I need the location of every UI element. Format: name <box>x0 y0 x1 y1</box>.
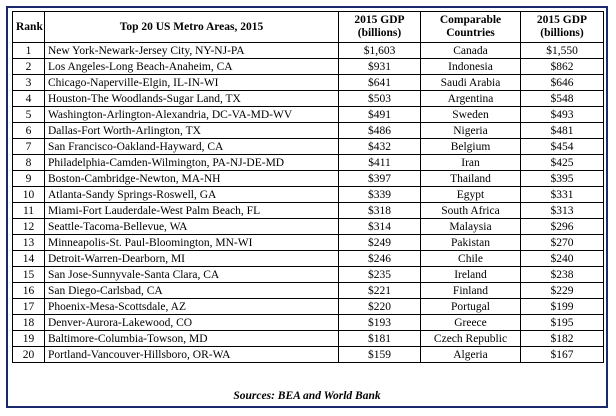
country-gdp-cell: $395 <box>521 171 604 187</box>
table-row <box>13 59 604 75</box>
rank-cell: 10 <box>13 187 45 203</box>
country-cell: Argentina <box>421 91 521 107</box>
country-cell: Belgium <box>421 139 521 155</box>
metro-gdp-cell: $159 <box>339 347 421 363</box>
metro-cell: Atlanta-Sandy Springs-Roswell, GA <box>45 187 339 203</box>
metro-gdp-table <box>12 11 604 363</box>
country-gdp-cell: $270 <box>521 235 604 251</box>
header-metro: Top 20 US Metro Areas, 2015 <box>45 12 339 43</box>
country-gdp-cell: $313 <box>521 203 604 219</box>
country-cell: Iran <box>421 155 521 171</box>
metro-cell: Phoenix-Mesa-Scottsdale, AZ <box>45 299 339 315</box>
table-row <box>13 139 604 155</box>
table-row <box>13 251 604 267</box>
rank-cell: 2 <box>13 59 45 75</box>
metro-gdp-cell: $193 <box>339 315 421 331</box>
table-header-row <box>13 12 604 43</box>
metro-gdp-cell: $432 <box>339 139 421 155</box>
table-row <box>13 331 604 347</box>
country-gdp-cell: $167 <box>521 347 604 363</box>
header-gdp-line1: 2015 GDP <box>354 14 405 26</box>
metro-cell: Philadelphia-Camden-Wilmington, PA-NJ-DE-MD <box>45 155 339 171</box>
table-row <box>13 283 604 299</box>
rank-cell: 3 <box>13 75 45 91</box>
source-note: Sources: BEA and World Bank <box>233 390 381 402</box>
country-gdp-cell: $238 <box>521 267 604 283</box>
country-cell: Greece <box>421 315 521 331</box>
country-gdp-cell: $229 <box>521 283 604 299</box>
rank-cell: 7 <box>13 139 45 155</box>
rank-cell: 17 <box>13 299 45 315</box>
country-cell: Egypt <box>421 187 521 203</box>
metro-gdp-cell: $249 <box>339 235 421 251</box>
country-gdp-cell: $454 <box>521 139 604 155</box>
table-row <box>13 347 604 363</box>
table-row <box>13 235 604 251</box>
country-cell: Algeria <box>421 347 521 363</box>
table-frame <box>6 6 608 408</box>
table-row <box>13 203 604 219</box>
table-row <box>13 315 604 331</box>
country-cell: Finland <box>421 283 521 299</box>
rank-cell: 13 <box>13 235 45 251</box>
country-gdp-cell: $646 <box>521 75 604 91</box>
table-row <box>13 219 604 235</box>
rank-cell: 8 <box>13 155 45 171</box>
metro-gdp-cell: $339 <box>339 187 421 203</box>
metro-cell: Portland-Vancouver-Hillsboro, OR-WA <box>45 347 339 363</box>
table-row <box>13 171 604 187</box>
table-row <box>13 155 604 171</box>
rank-cell: 20 <box>13 347 45 363</box>
metro-cell: Detroit-Warren-Dearborn, MI <box>45 251 339 267</box>
metro-gdp-cell: $397 <box>339 171 421 187</box>
country-cell: Ireland <box>421 267 521 283</box>
country-gdp-cell: $331 <box>521 187 604 203</box>
metro-cell: Baltimore-Columbia-Towson, MD <box>45 331 339 347</box>
table-row <box>13 107 604 123</box>
metro-cell: Seattle-Tacoma-Bellevue, WA <box>45 219 339 235</box>
rank-cell: 18 <box>13 315 45 331</box>
country-cell: Czech Republic <box>421 331 521 347</box>
metro-cell: Minneapolis-St. Paul-Bloomington, MN-WI <box>45 235 339 251</box>
country-cell: South Africa <box>421 203 521 219</box>
metro-cell: Denver-Aurora-Lakewood, CO <box>45 315 339 331</box>
metro-gdp-cell: $181 <box>339 331 421 347</box>
metro-gdp-cell: $931 <box>339 59 421 75</box>
country-cell: Saudi Arabia <box>421 75 521 91</box>
rank-cell: 11 <box>13 203 45 219</box>
header-country-gdp-line1: 2015 GDP <box>536 14 588 26</box>
country-gdp-cell: $862 <box>521 59 604 75</box>
header-rank: Rank <box>13 12 45 43</box>
rank-cell: 9 <box>13 171 45 187</box>
country-cell: Indonesia <box>421 59 521 75</box>
metro-gdp-cell: $318 <box>339 203 421 219</box>
country-cell: Portugal <box>421 299 521 315</box>
country-cell: Nigeria <box>421 123 521 139</box>
metro-cell: San Jose-Sunnyvale-Santa Clara, CA <box>45 267 339 283</box>
country-cell: Pakistan <box>421 235 521 251</box>
metro-cell: Dallas-Fort Worth-Arlington, TX <box>45 123 339 139</box>
country-gdp-cell: $182 <box>521 331 604 347</box>
header-gdp-line2: (billions) <box>357 27 402 39</box>
header-country-gdp <box>521 12 604 43</box>
country-cell: Chile <box>421 251 521 267</box>
country-gdp-cell: $1,550 <box>521 43 604 59</box>
metro-cell: Washington-Arlington-Alexandria, DC-VA-MD-WV <box>45 107 339 123</box>
metro-cell: Houston-The Woodlands-Sugar Land, TX <box>45 91 339 107</box>
country-cell: Canada <box>421 43 521 59</box>
rank-cell: 1 <box>13 43 45 59</box>
country-cell: Malaysia <box>421 219 521 235</box>
metro-cell: San Diego-Carlsbad, CA <box>45 283 339 299</box>
country-gdp-cell: $240 <box>521 251 604 267</box>
metro-gdp-cell: $235 <box>339 267 421 283</box>
metro-gdp-cell: $246 <box>339 251 421 267</box>
rank-cell: 16 <box>13 283 45 299</box>
table-row <box>13 75 604 91</box>
rank-cell: 14 <box>13 251 45 267</box>
table-body <box>13 43 604 363</box>
header-country-line1: Comparable <box>439 14 502 26</box>
table-row <box>13 187 604 203</box>
rank-cell: 19 <box>13 331 45 347</box>
table-row <box>13 299 604 315</box>
metro-gdp-cell: $641 <box>339 75 421 91</box>
rank-cell: 15 <box>13 267 45 283</box>
header-country-gdp-line2: (billions) <box>540 27 584 39</box>
rank-cell: 4 <box>13 91 45 107</box>
header-country-line2: Countries <box>446 27 495 39</box>
metro-gdp-cell: $491 <box>339 107 421 123</box>
metro-gdp-cell: $1,603 <box>339 43 421 59</box>
country-gdp-cell: $493 <box>521 107 604 123</box>
table-row <box>13 123 604 139</box>
metro-gdp-cell: $220 <box>339 299 421 315</box>
metro-gdp-cell: $221 <box>339 283 421 299</box>
country-cell: Thailand <box>421 171 521 187</box>
rank-cell: 5 <box>13 107 45 123</box>
metro-gdp-cell: $486 <box>339 123 421 139</box>
metro-cell: Miami-Fort Lauderdale-West Palm Beach, FL <box>45 203 339 219</box>
rank-cell: 6 <box>13 123 45 139</box>
rank-cell: 12 <box>13 219 45 235</box>
metro-gdp-cell: $411 <box>339 155 421 171</box>
table-row <box>13 267 604 283</box>
country-gdp-cell: $199 <box>521 299 604 315</box>
country-gdp-cell: $548 <box>521 91 604 107</box>
header-country <box>421 12 521 43</box>
country-gdp-cell: $195 <box>521 315 604 331</box>
country-gdp-cell: $425 <box>521 155 604 171</box>
country-cell: Sweden <box>421 107 521 123</box>
metro-gdp-cell: $314 <box>339 219 421 235</box>
header-gdp <box>339 12 421 43</box>
metro-cell: San Francisco-Oakland-Hayward, CA <box>45 139 339 155</box>
country-gdp-cell: $481 <box>521 123 604 139</box>
table-row <box>13 91 604 107</box>
metro-cell: Chicago-Naperville-Elgin, IL-IN-WI <box>45 75 339 91</box>
metro-cell: Boston-Cambridge-Newton, MA-NH <box>45 171 339 187</box>
table-row <box>13 43 604 59</box>
metro-cell: New York-Newark-Jersey City, NY-NJ-PA <box>45 43 339 59</box>
country-gdp-cell: $296 <box>521 219 604 235</box>
metro-gdp-cell: $503 <box>339 91 421 107</box>
metro-cell: Los Angeles-Long Beach-Anaheim, CA <box>45 59 339 75</box>
